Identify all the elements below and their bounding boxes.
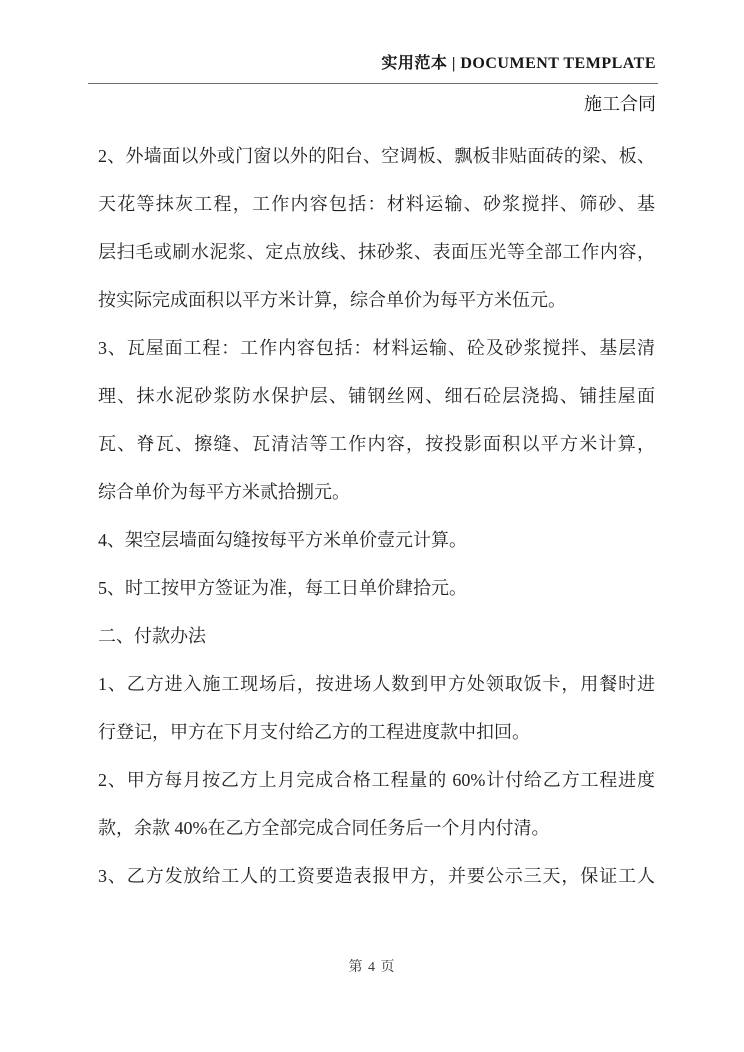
document-title: 施工合同 (584, 94, 656, 114)
text-line: 综合单价为每平方米贰拾捌元。 (98, 482, 350, 502)
text-line: 天花等抹灰工程，工作内容包括：材料运输、砂浆搅拌、筛砂、基 (98, 194, 655, 214)
text-line: 层扫毛或刷水泥浆、定点放线、抹砂浆、表面压光等全部工作内容， (98, 242, 655, 262)
document-body (98, 132, 655, 900)
text-line: 5、时工按甲方签证为准，每工日单价肆拾元。 (98, 578, 467, 598)
text-line: 按实际完成面积以平方米计算，综合单价为每平方米伍元。 (98, 290, 566, 310)
text-line: 2、甲方每月按乙方上月完成合格工程量的 60%计付给乙方工程进度 (98, 770, 655, 790)
text-line: 理、抹水泥砂浆防水保护层、铺钢丝网、细石砼层浇捣、铺挂屋面 (98, 386, 655, 406)
text-line: 3、乙方发放给工人的工资要造表报甲方，并要公示三天，保证工人 (98, 866, 655, 886)
text-line: 3、瓦屋面工程：工作内容包括：材料运输、砼及砂浆搅拌、基层清 (98, 338, 655, 358)
text-line: 二、付款办法 (98, 626, 206, 646)
text-line: 2、外墙面以外或门窗以外的阳台、空调板、飘板非贴面砖的梁、板、 (98, 146, 655, 166)
text-line: 款，余款 40%在乙方全部完成合同任务后一个月内付清。 (98, 818, 550, 838)
text-line: 瓦、脊瓦、擦缝、瓦清洁等工作内容，按投影面积以平方米计算， (98, 434, 655, 454)
page-number: 第 4 页 (348, 960, 396, 975)
text-line: 4、架空层墙面勾缝按每平方米单价壹元计算。 (98, 530, 467, 550)
text-line: 1、乙方进入施工现场后，按进场人数到甲方处领取饭卡，用餐时进 (98, 674, 655, 694)
header-rule-divider (88, 83, 658, 84)
text-line: 行登记，甲方在下月支付给乙方的工程进度款中扣回。 (98, 722, 530, 742)
brand-header: 实用范本 | DOCUMENT TEMPLATE (381, 55, 656, 72)
